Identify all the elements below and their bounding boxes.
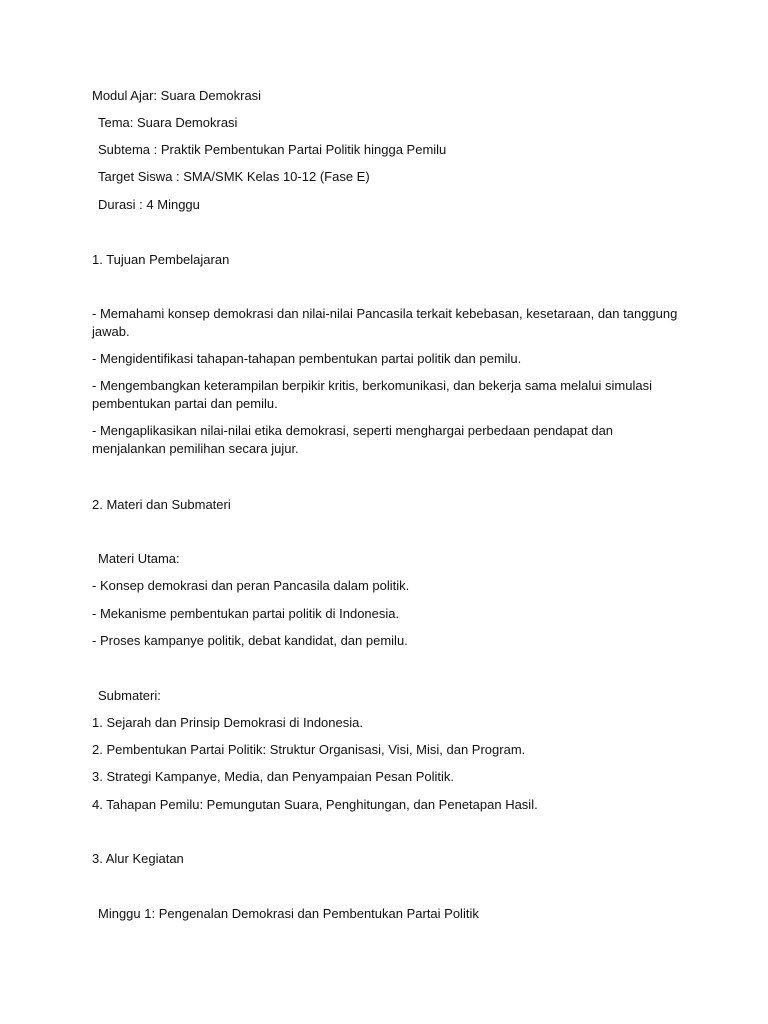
submateri-item: 2. Pembentukan Partai Politik: Struktur Organisasi, Visi, Misi, dan Program. xyxy=(92,742,526,757)
section-2-heading: 2. Materi dan Submateri xyxy=(92,497,231,512)
materi-utama-item: - Konsep demokrasi dan peran Pancasila dalam politik. xyxy=(92,578,410,593)
module-title: Modul Ajar: Suara Demokrasi xyxy=(92,88,262,103)
submateri-item: 3. Strategi Kampanye, Media, dan Penyampaian Pesan Politik. xyxy=(92,769,455,784)
materi-utama-item: - Mekanisme pembentukan partai politik di Indonesia. xyxy=(92,606,400,621)
section-3-heading: 3. Alur Kegiatan xyxy=(92,851,184,866)
learning-objective-item: - Mengembangkan keterampilan berpikir kritis, berkomunikasi, dan bekerja sama melalui simulasi pembentukan partai dan pemilu. xyxy=(92,378,652,411)
week-1-line: Minggu 1: Pengenalan Demokrasi dan Pembentukan Partai Politik xyxy=(98,906,479,921)
submateri-item: 4. Tahapan Pemilu: Pemungutan Suara, Penghitungan, dan Penetapan Hasil. xyxy=(92,797,538,812)
learning-objective-item: - Memahami konsep demokrasi dan nilai-nilai Pancasila terkait kebebasan, kesetaraan, dan tanggung jawab. xyxy=(92,306,678,339)
submateri-label: Submateri: xyxy=(98,688,161,703)
submateri-item: 1. Sejarah dan Prinsip Demokrasi di Indonesia. xyxy=(92,715,363,730)
learning-objective-item: - Mengaplikasikan nilai-nilai etika demokrasi, seperti menghargai perbedaan pendapat dan menjalankan pemilihan secara jujur. xyxy=(92,423,614,456)
tema-line: Tema: Suara Demokrasi xyxy=(98,115,238,130)
materi-utama-item: - Proses kampanye politik, debat kandidat, dan pemilu. xyxy=(92,633,408,648)
durasi-line: Durasi : 4 Minggu xyxy=(98,197,200,212)
materi-utama-label: Materi Utama: xyxy=(98,551,180,566)
section-1-heading: 1. Tujuan Pembelajaran xyxy=(92,252,230,267)
target-siswa-line: Target Siswa : SMA/SMK Kelas 10-12 (Fase E) xyxy=(98,169,370,184)
learning-objective-item: - Mengidentifikasi tahapan-tahapan pembentukan partai politik dan pemilu. xyxy=(92,351,522,366)
subtema-line: Subtema : Praktik Pembentukan Partai Politik hingga Pemilu xyxy=(98,142,447,157)
